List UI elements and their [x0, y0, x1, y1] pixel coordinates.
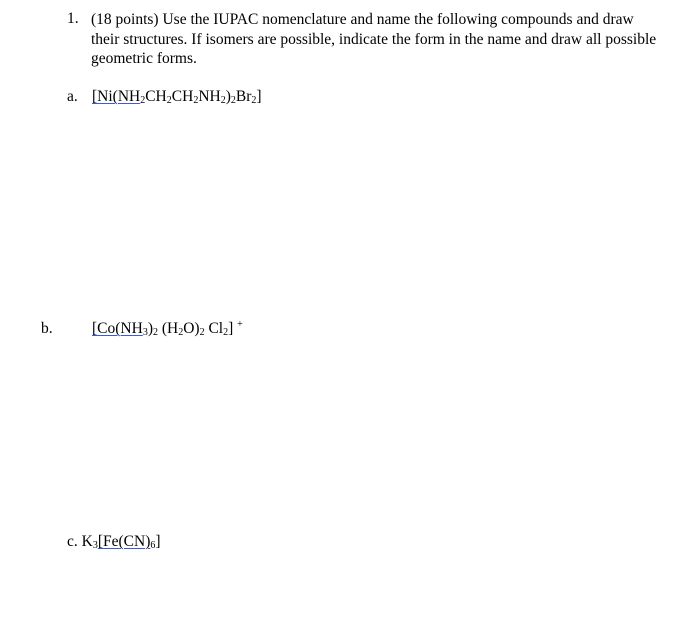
formula-subscript: 2	[193, 95, 199, 106]
question-number: 1.	[67, 10, 79, 27]
formula-subscript: 3	[142, 327, 148, 338]
item-c	[67, 533, 161, 551]
formula-part: ]	[256, 88, 262, 105]
formula-part: NH	[198, 88, 221, 105]
formula-subscript: 2	[220, 95, 226, 106]
item-a-formula	[92, 88, 262, 106]
item-c-formula	[82, 533, 161, 550]
item-b-formula-metal	[92, 320, 143, 337]
formula-subscript: 6	[150, 540, 156, 551]
item-b-label: b.	[41, 320, 53, 337]
formula-part: CH	[145, 88, 167, 105]
formula-charge: +	[237, 319, 243, 330]
formula-part: )	[147, 320, 153, 337]
formula-part: Br	[235, 88, 252, 105]
formula-part: ]	[155, 533, 161, 550]
formula-part: [Fe(CN)	[97, 533, 151, 550]
formula-subscript: 3	[92, 540, 98, 551]
formula-part: )	[225, 88, 231, 105]
item-a-formula-metal	[92, 88, 140, 105]
item-c-label: c.	[67, 533, 78, 550]
formula-part: (H	[157, 320, 179, 337]
item-b-formula	[92, 320, 243, 338]
formula-part: CH	[171, 88, 194, 105]
formula-subscript: 2	[199, 327, 205, 338]
formula-part: O)	[183, 320, 200, 337]
formula-subscript: 2	[251, 95, 257, 106]
formula-subscript: 2	[223, 327, 229, 338]
formula-part: [Co(NH	[92, 320, 143, 337]
formula-subscript: 2	[140, 95, 146, 106]
formula-part: ]	[228, 320, 234, 337]
formula-subscript: 2	[166, 95, 172, 106]
formula-part: Cl	[204, 320, 224, 337]
item-c-formula-metal	[98, 533, 151, 550]
question-text: (18 points) Use the IUPAC nomenclature and name the following compounds and draw their structures. If isomers are possible, indicate the form in the name and draw all possible geometric forms.	[91, 11, 657, 67]
item-a-label: a.	[67, 88, 78, 105]
formula-part: K	[81, 533, 93, 550]
formula-subscript: 2	[230, 95, 236, 106]
formula-subscript: 2	[152, 327, 158, 338]
formula-subscript: 2	[178, 327, 184, 338]
formula-part: [Ni(NH	[92, 88, 141, 105]
